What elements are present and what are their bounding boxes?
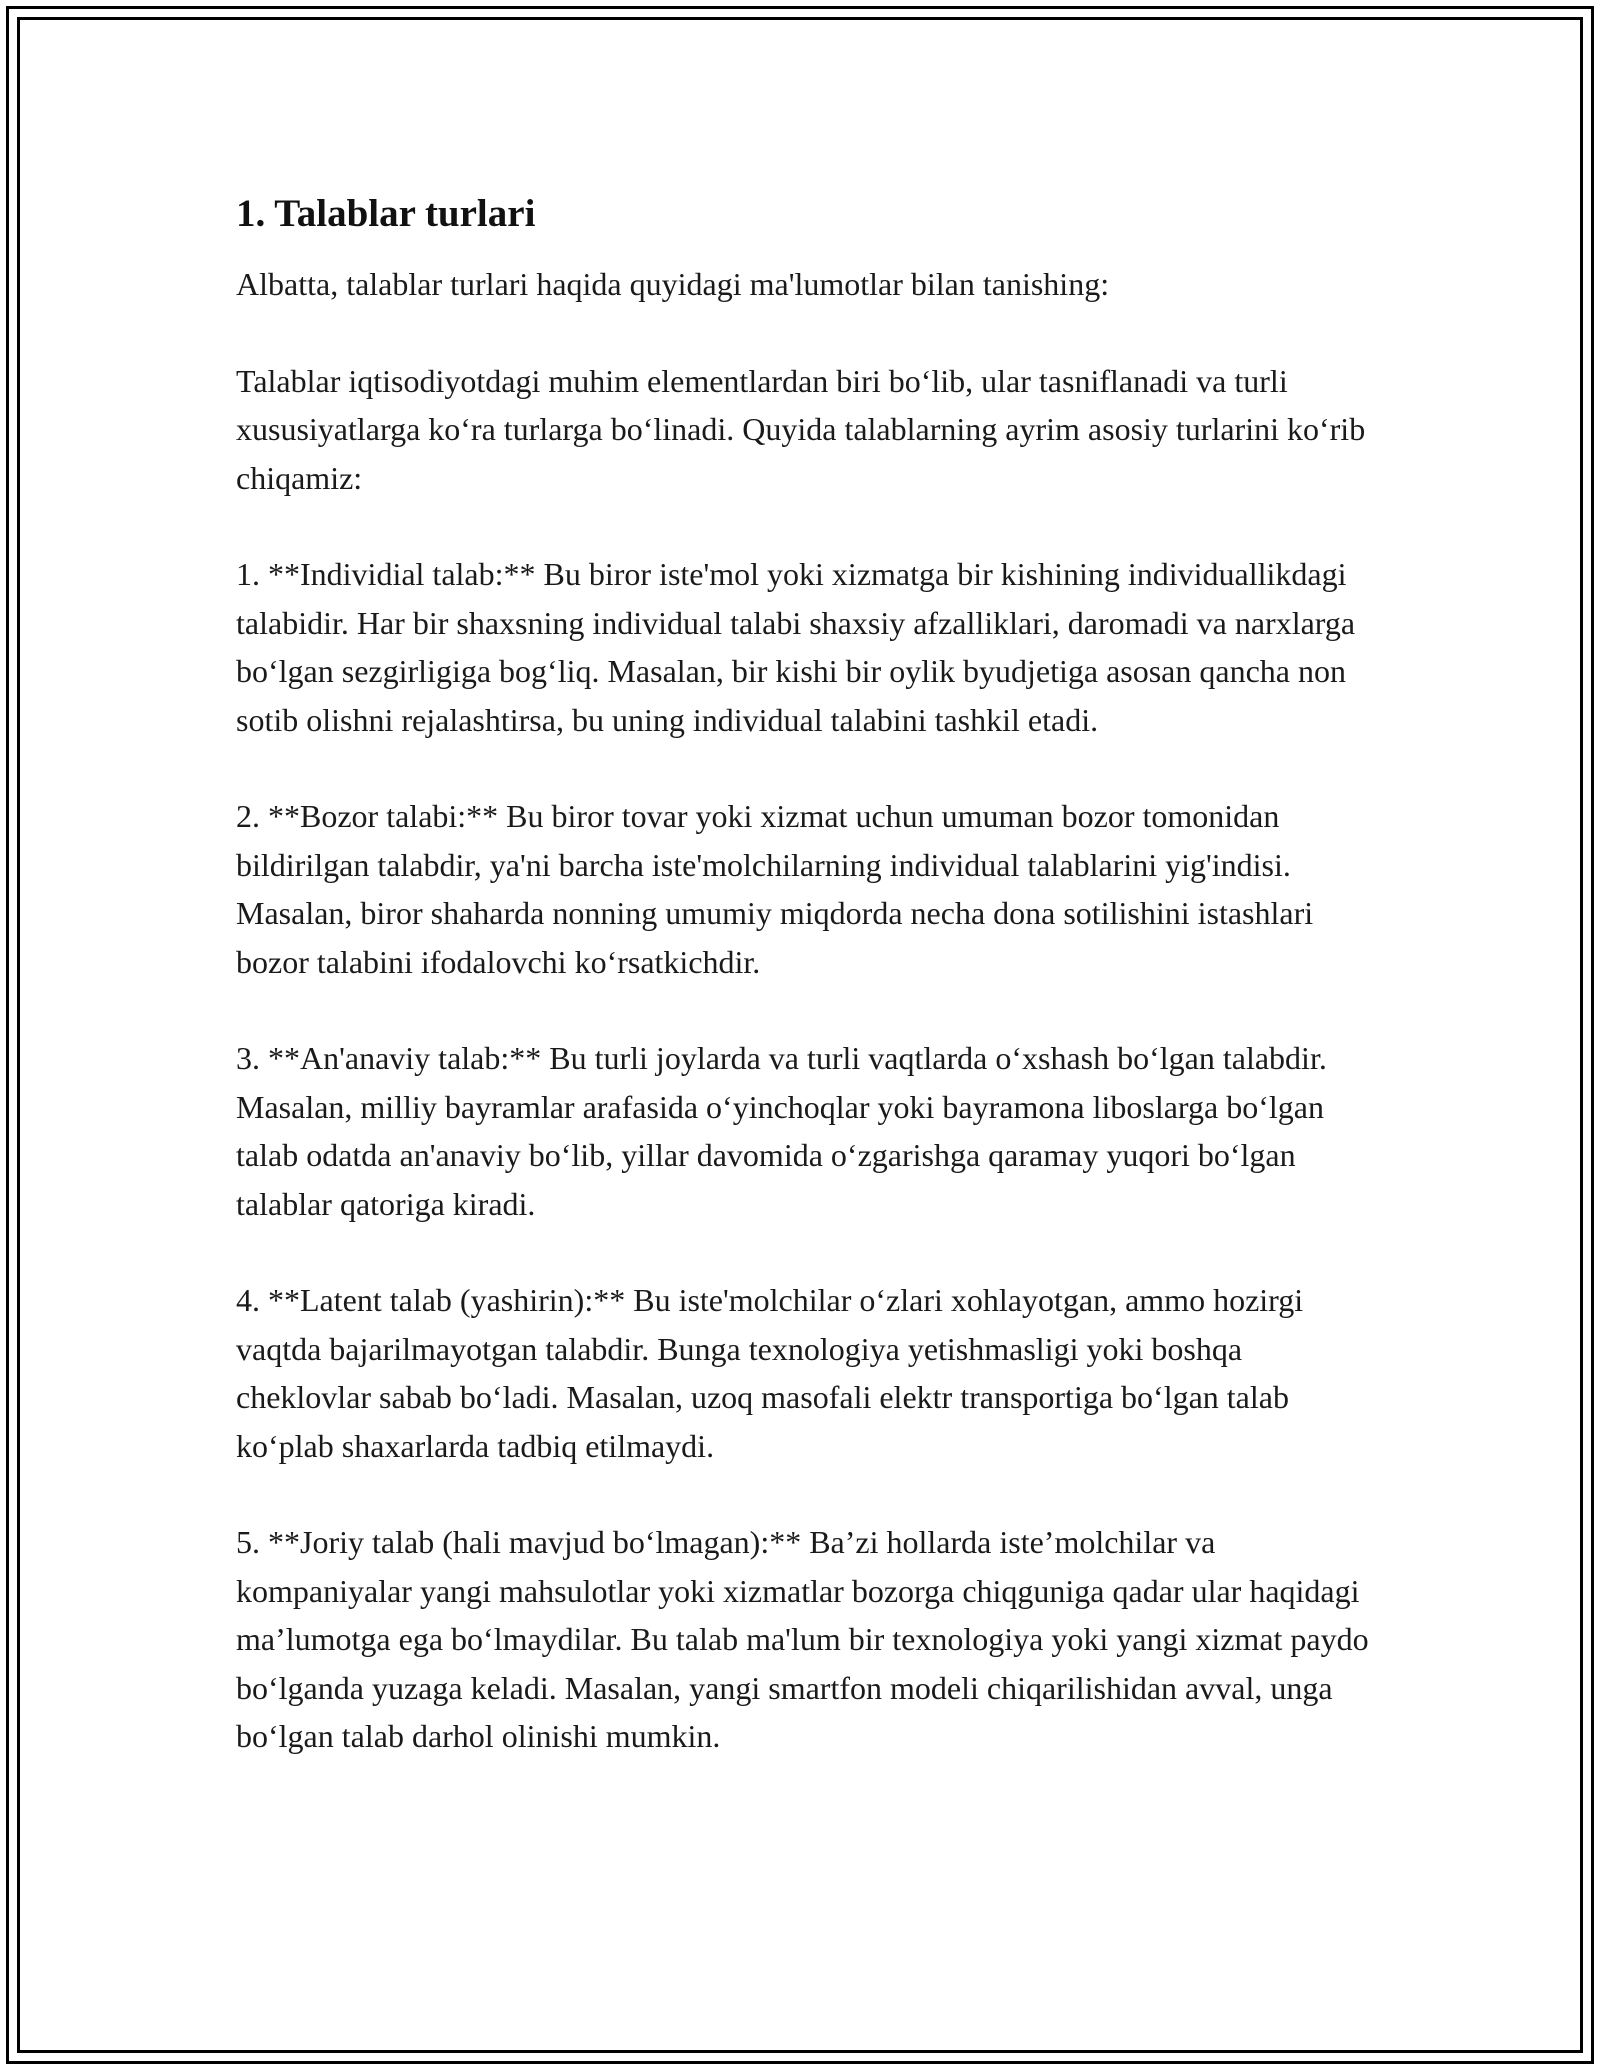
overview-paragraph: Talablar iqtisodiyotdagi muhim elementlardan biri bo‘lib, ular tasniflanadi va turli xususiyatlarga ko‘ra turlarga bo‘linadi. Quyida talablarning ayrim asosiy turlarini ko‘rib chiqamiz: bbox=[236, 362, 1366, 496]
item-current-demand: 5. **Joriy talab (hali mavjud bo‘lmagan):** Ba’zi hollarda iste’molchilar va kompaniyalar yangi mahsulotlar yoki xizmatlar bozorga chiqguniga qadar ular haqidagi ma’lumotga ega bo‘lmaydilar. Bu talab ma'lum bir texnologiya yoki yangi xizmat paydo bo‘lganda yuzaga keladi. Masalan, yangi smartfon modeli chiqarilishidan avval, unga bo‘lgan talab darhol olinishi mumkin. bbox=[236, 1524, 1369, 1754]
item-latent-demand: 4. **Latent talab (yashirin):** Bu iste'molchilar o‘zlari xohlayotgan, ammo hozirgi vaqtda bajarilmayotgan talabdir. Bunga texnologiya yetishmasligi yoki boshqa cheklovlar sabab bo‘ladi. Masalan, uzoq masofali elektr transportiga bo‘lgan talab ko‘plab shaxarlarda tadbiq etilmaydi. bbox=[236, 1282, 1304, 1464]
item-traditional-demand: 3. **An'anaviy talab:** Bu turli joylarda va turli vaqtlarda o‘xshash bo‘lgan talabdir. Masalan, milliy bayramlar arafasida o‘yinchoqlar yoki bayramona liboslarga bo‘lgan talab odatda an'anaviy bo‘lib, yillar davomida o‘zgarishga qaramay yuqori bo‘lgan talablar qatoriga kiradi. bbox=[236, 1040, 1327, 1222]
item-market-demand: 2. **Bozor talabi:** Bu biror tovar yoki xizmat uchun umuman bozor tomonidan bildirilgan talabdir, ya'ni barcha iste'molchilarning individual talablarini yig'indisi. Masalan, biror shaharda nonning umumiy miqdorda necha dona sotilishini istashlari bozor talabini ifodalovchi ko‘rsatkichdir. bbox=[236, 798, 1314, 980]
section-heading: 1. Talablar turlari bbox=[236, 192, 536, 235]
document-body bbox=[236, 188, 1376, 1809]
item-individual-demand: 1. **Individial talab:** Bu biror iste'mol yoki xizmatga bir kishining individuallikdagi talabidir. Har bir shaxsning individual talabi shaxsiy afzalliklari, daromadi va narxlarga bo‘lgan sezgirligiga bog‘liq. Masalan, bir kishi bir oylik byudjetiga asosan qancha non sotib olishni rejalashtirsa, bu uning individual talabini tashkil etadi. bbox=[236, 556, 1356, 738]
intro-paragraph: Albatta, talablar turlari haqida quyidagi ma'lumotlar bilan tanishing: bbox=[236, 266, 1110, 302]
